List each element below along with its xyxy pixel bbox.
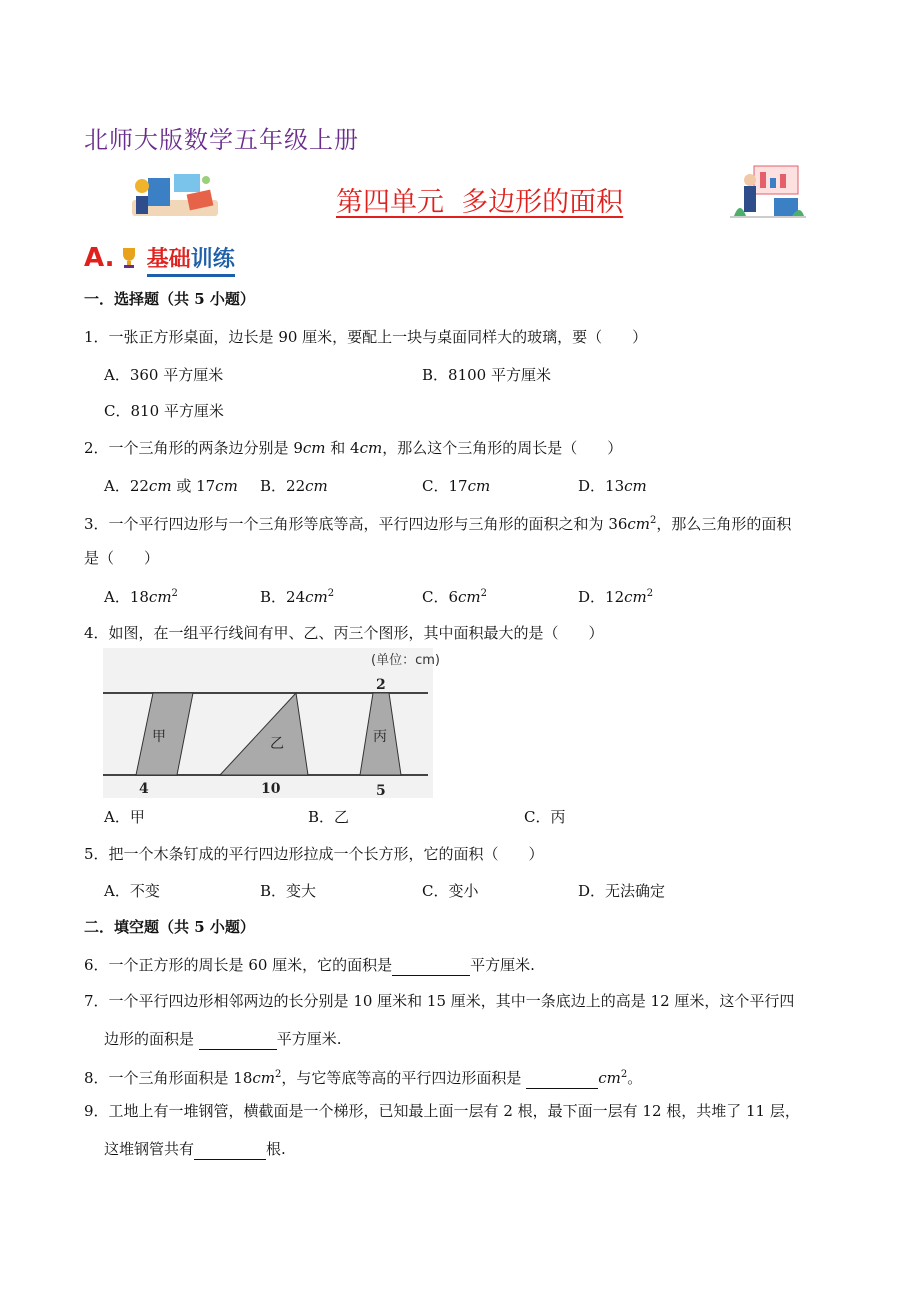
study-illustration-left-icon bbox=[128, 170, 220, 220]
q1-option-a: A．360 平方厘米 bbox=[104, 366, 224, 384]
q7-text-line1: 7．一个平行四边形相邻两边的长分别是 10 厘米和 15 厘米，其中一条底边上的高是 12 厘米，这个平行四 bbox=[84, 992, 795, 1010]
q4-option-b: B．乙 bbox=[308, 808, 350, 826]
q4-text: 4．如图，在一组平行线间有甲、乙、丙三个图形，其中面积最大的是（ ） bbox=[84, 624, 604, 642]
q1-option-c: C．810 平方厘米 bbox=[104, 402, 224, 420]
q3-option-a: A．$18cm^2$ bbox=[104, 588, 178, 606]
book-title: 北师大版数学五年级上册 bbox=[84, 126, 359, 154]
part1-heading: 一．选择题（共 5 小题） bbox=[84, 290, 255, 308]
q9-answer-blank[interactable] bbox=[194, 1137, 266, 1160]
q5-option-b: B．变大 bbox=[260, 882, 317, 900]
section-word-2: 训练 bbox=[190, 247, 235, 272]
q4-option-a: A．甲 bbox=[104, 808, 145, 826]
label-base-5: 5 bbox=[376, 783, 386, 799]
q4-figure bbox=[103, 648, 440, 799]
q5-text: 5．把一个木条钉成的平行四边形拉成一个长方形，它的面积（ ） bbox=[84, 845, 544, 863]
q2-text: 2．一个三角形的两条边分别是 9cm 和 4cm，那么这个三角形的周长是（ ） bbox=[84, 439, 623, 457]
q9-text-line1: 9．工地上有一堆钢管，横截面是一个梯形，已知最上面一层有 2 根，最下面一层有 12 根，共堆了 11 层， bbox=[84, 1102, 800, 1120]
label-yi: 乙 bbox=[270, 736, 284, 752]
q3-option-d: D．$12cm^2$ bbox=[578, 588, 654, 606]
label-bing: 丙 bbox=[373, 729, 387, 745]
trophy-icon bbox=[120, 246, 138, 268]
section-letter: A. bbox=[84, 243, 115, 273]
q5-option-c: C．变小 bbox=[422, 882, 479, 900]
section-word-1: 基础 bbox=[146, 247, 191, 272]
label-jia: 甲 bbox=[152, 729, 166, 745]
q1-option-b: B．8100 平方厘米 bbox=[422, 366, 551, 384]
q8-answer-blank[interactable] bbox=[526, 1066, 598, 1089]
q3-text-line1: 3．一个平行四边形与一个三角形等底等高，平行四边形与三角形的面积之和为 $36cm^2$，那么三角形的面积 bbox=[84, 515, 792, 533]
q2-option-b: B．22cm bbox=[260, 477, 328, 495]
label-base-4: 4 bbox=[139, 781, 149, 797]
q5-option-d: D．无法确定 bbox=[578, 882, 666, 900]
q6-answer-blank[interactable] bbox=[392, 953, 470, 976]
q4-option-c: C．丙 bbox=[524, 808, 566, 826]
q3-text-line2: 是（ ） bbox=[84, 549, 160, 567]
q8-text: 8．一个三角形面积是 $18cm^2$，与它等底等高的平行四边形面积是 $cm^2$。 bbox=[84, 1064, 642, 1089]
q3-option-c: C．$6cm^2$ bbox=[422, 588, 488, 606]
chart-illustration-right-icon bbox=[730, 160, 806, 222]
q9-text-line2: 这堆钢管共有 根. bbox=[104, 1137, 286, 1160]
label-base-10: 10 bbox=[261, 781, 281, 797]
q2-option-c: C．17cm bbox=[422, 477, 491, 495]
q2-option-a: A．22cm 或 17cm bbox=[104, 477, 238, 495]
q7-text-line2: 边形的面积是 平方厘米. bbox=[104, 1027, 342, 1050]
q2-option-d: D．13cm bbox=[578, 477, 647, 495]
section-banner bbox=[84, 242, 235, 273]
q1-text: 1．一张正方形桌面，边长是 90 厘米，要配上一块与桌面同样大的玻璃，要（ ） bbox=[84, 328, 648, 346]
q3-option-b: B．$24cm^2$ bbox=[260, 588, 335, 606]
label-top-2: 2 bbox=[376, 677, 386, 693]
figure-unit-label: (单位：cm) bbox=[371, 653, 440, 668]
part2-heading: 二．填空题（共 5 小题） bbox=[84, 918, 255, 936]
q6-text: 6．一个正方形的周长是 60 厘米，它的面积是 平方厘米. bbox=[84, 953, 535, 976]
q5-option-a: A．不变 bbox=[104, 882, 160, 900]
q7-answer-blank[interactable] bbox=[199, 1027, 277, 1050]
unit-title: 第四单元 多边形的面积 bbox=[336, 187, 624, 218]
